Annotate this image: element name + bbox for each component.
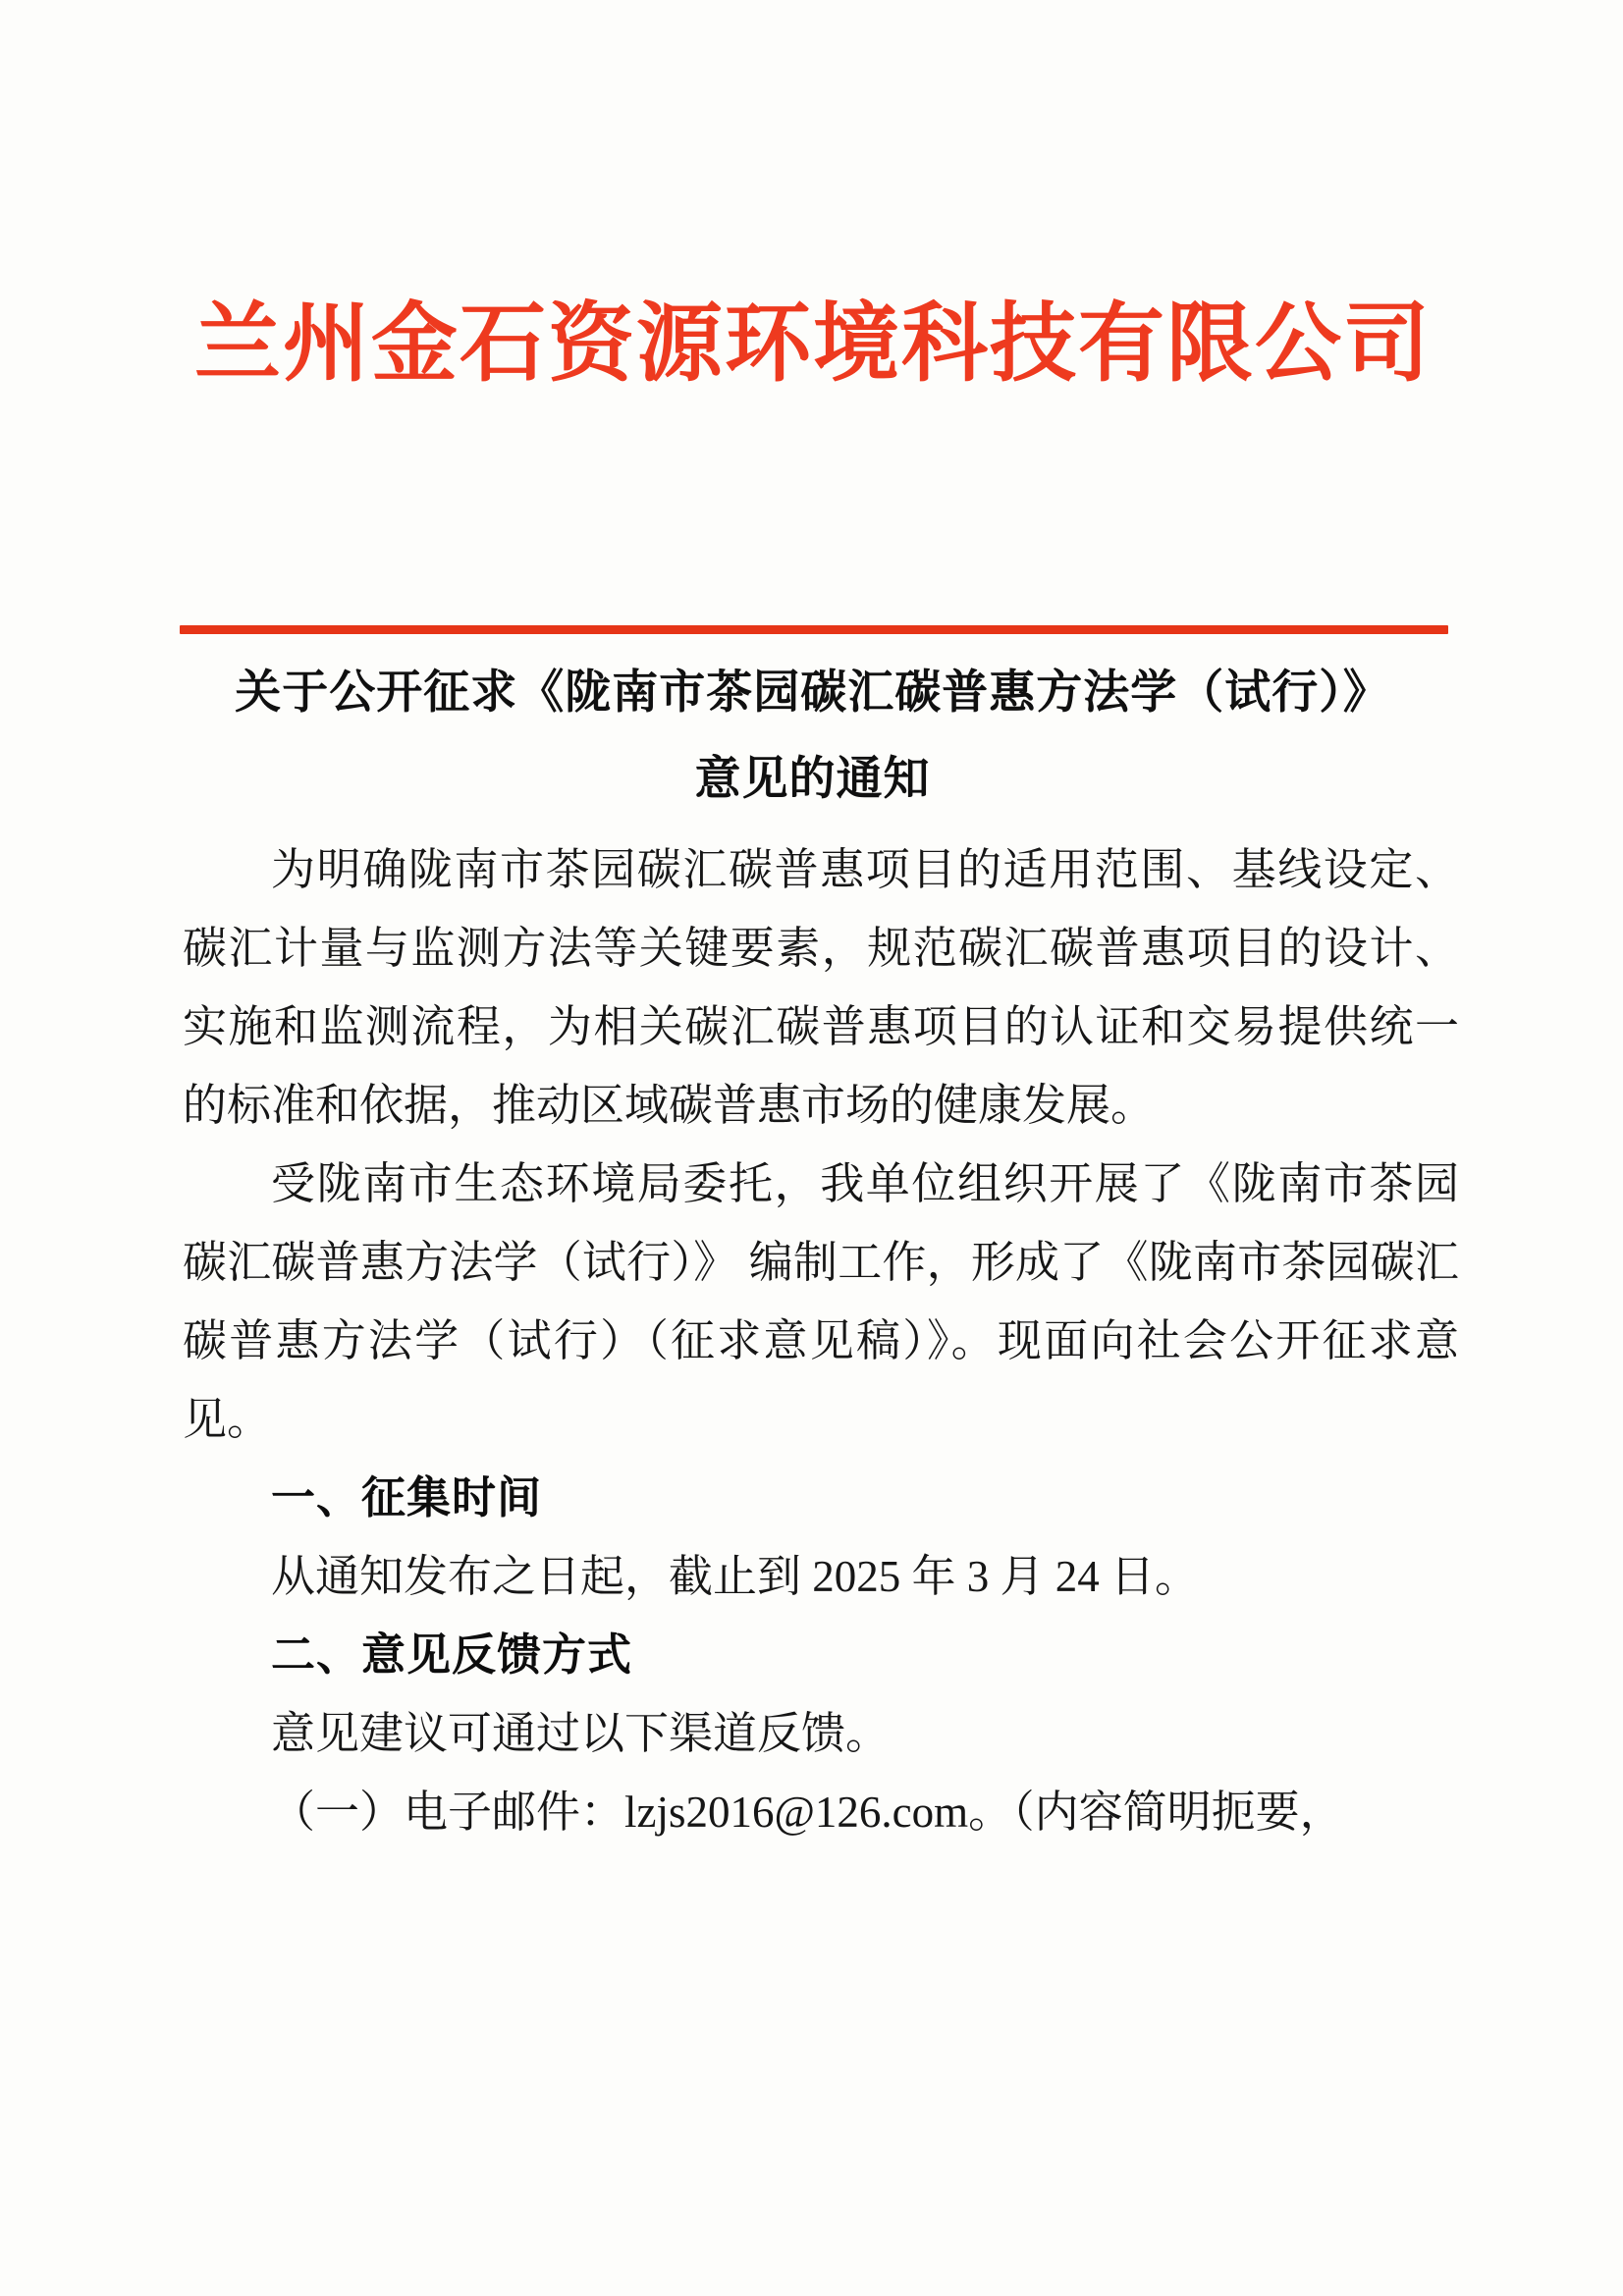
paragraph-collection-period: 从通知发布之日起，截止到 2025 年 3 月 24 日。 (271, 1552, 1200, 1601)
section-heading-collection-period: 一、征集时间 (271, 1472, 543, 1522)
paragraph-purpose: 为明确陇南市茶园碳汇碳普惠项目的适用范围、基线设定、碳汇计量与监测方法等关键要素，规范碳汇碳普惠项目的设计、实施和监测流程，为相关碳汇碳普惠项目的认证和交易提供统一的标准和依据，推动区域碳普惠市场的健康发展。 (183, 845, 1459, 1130)
paragraph-feedback-email: （一）电子邮件：lzjs2016@126.com。（内容简明扼要， (271, 1788, 1344, 1837)
letterhead-company-name: 兰州金石资源环境科技有限公司 (193, 297, 1432, 393)
section-heading-feedback-method: 二、意见反馈方式 (271, 1629, 633, 1680)
notice-title-line2: 意见的通知 (694, 754, 931, 805)
paragraph-feedback-method: 意见建议可通过以下渠道反馈。 (271, 1709, 891, 1758)
letterhead-divider-rule (180, 625, 1448, 634)
notice-title-line1: 关于公开征求《陇南市茶园碳汇碳普惠方法学（试行）》 (235, 667, 1390, 719)
notice-body (183, 830, 1459, 1851)
paragraph-background: 受陇南市生态环境局委托，我单位组织开展了《陇南市茶园碳汇碳普惠方法学（试行）》 编制工作，形成了《陇南市茶园碳汇碳普惠方法学（试行）（征求意见稿）》。现面向社会公开征求意见。 (183, 1159, 1459, 1444)
notice-title (162, 650, 1463, 823)
